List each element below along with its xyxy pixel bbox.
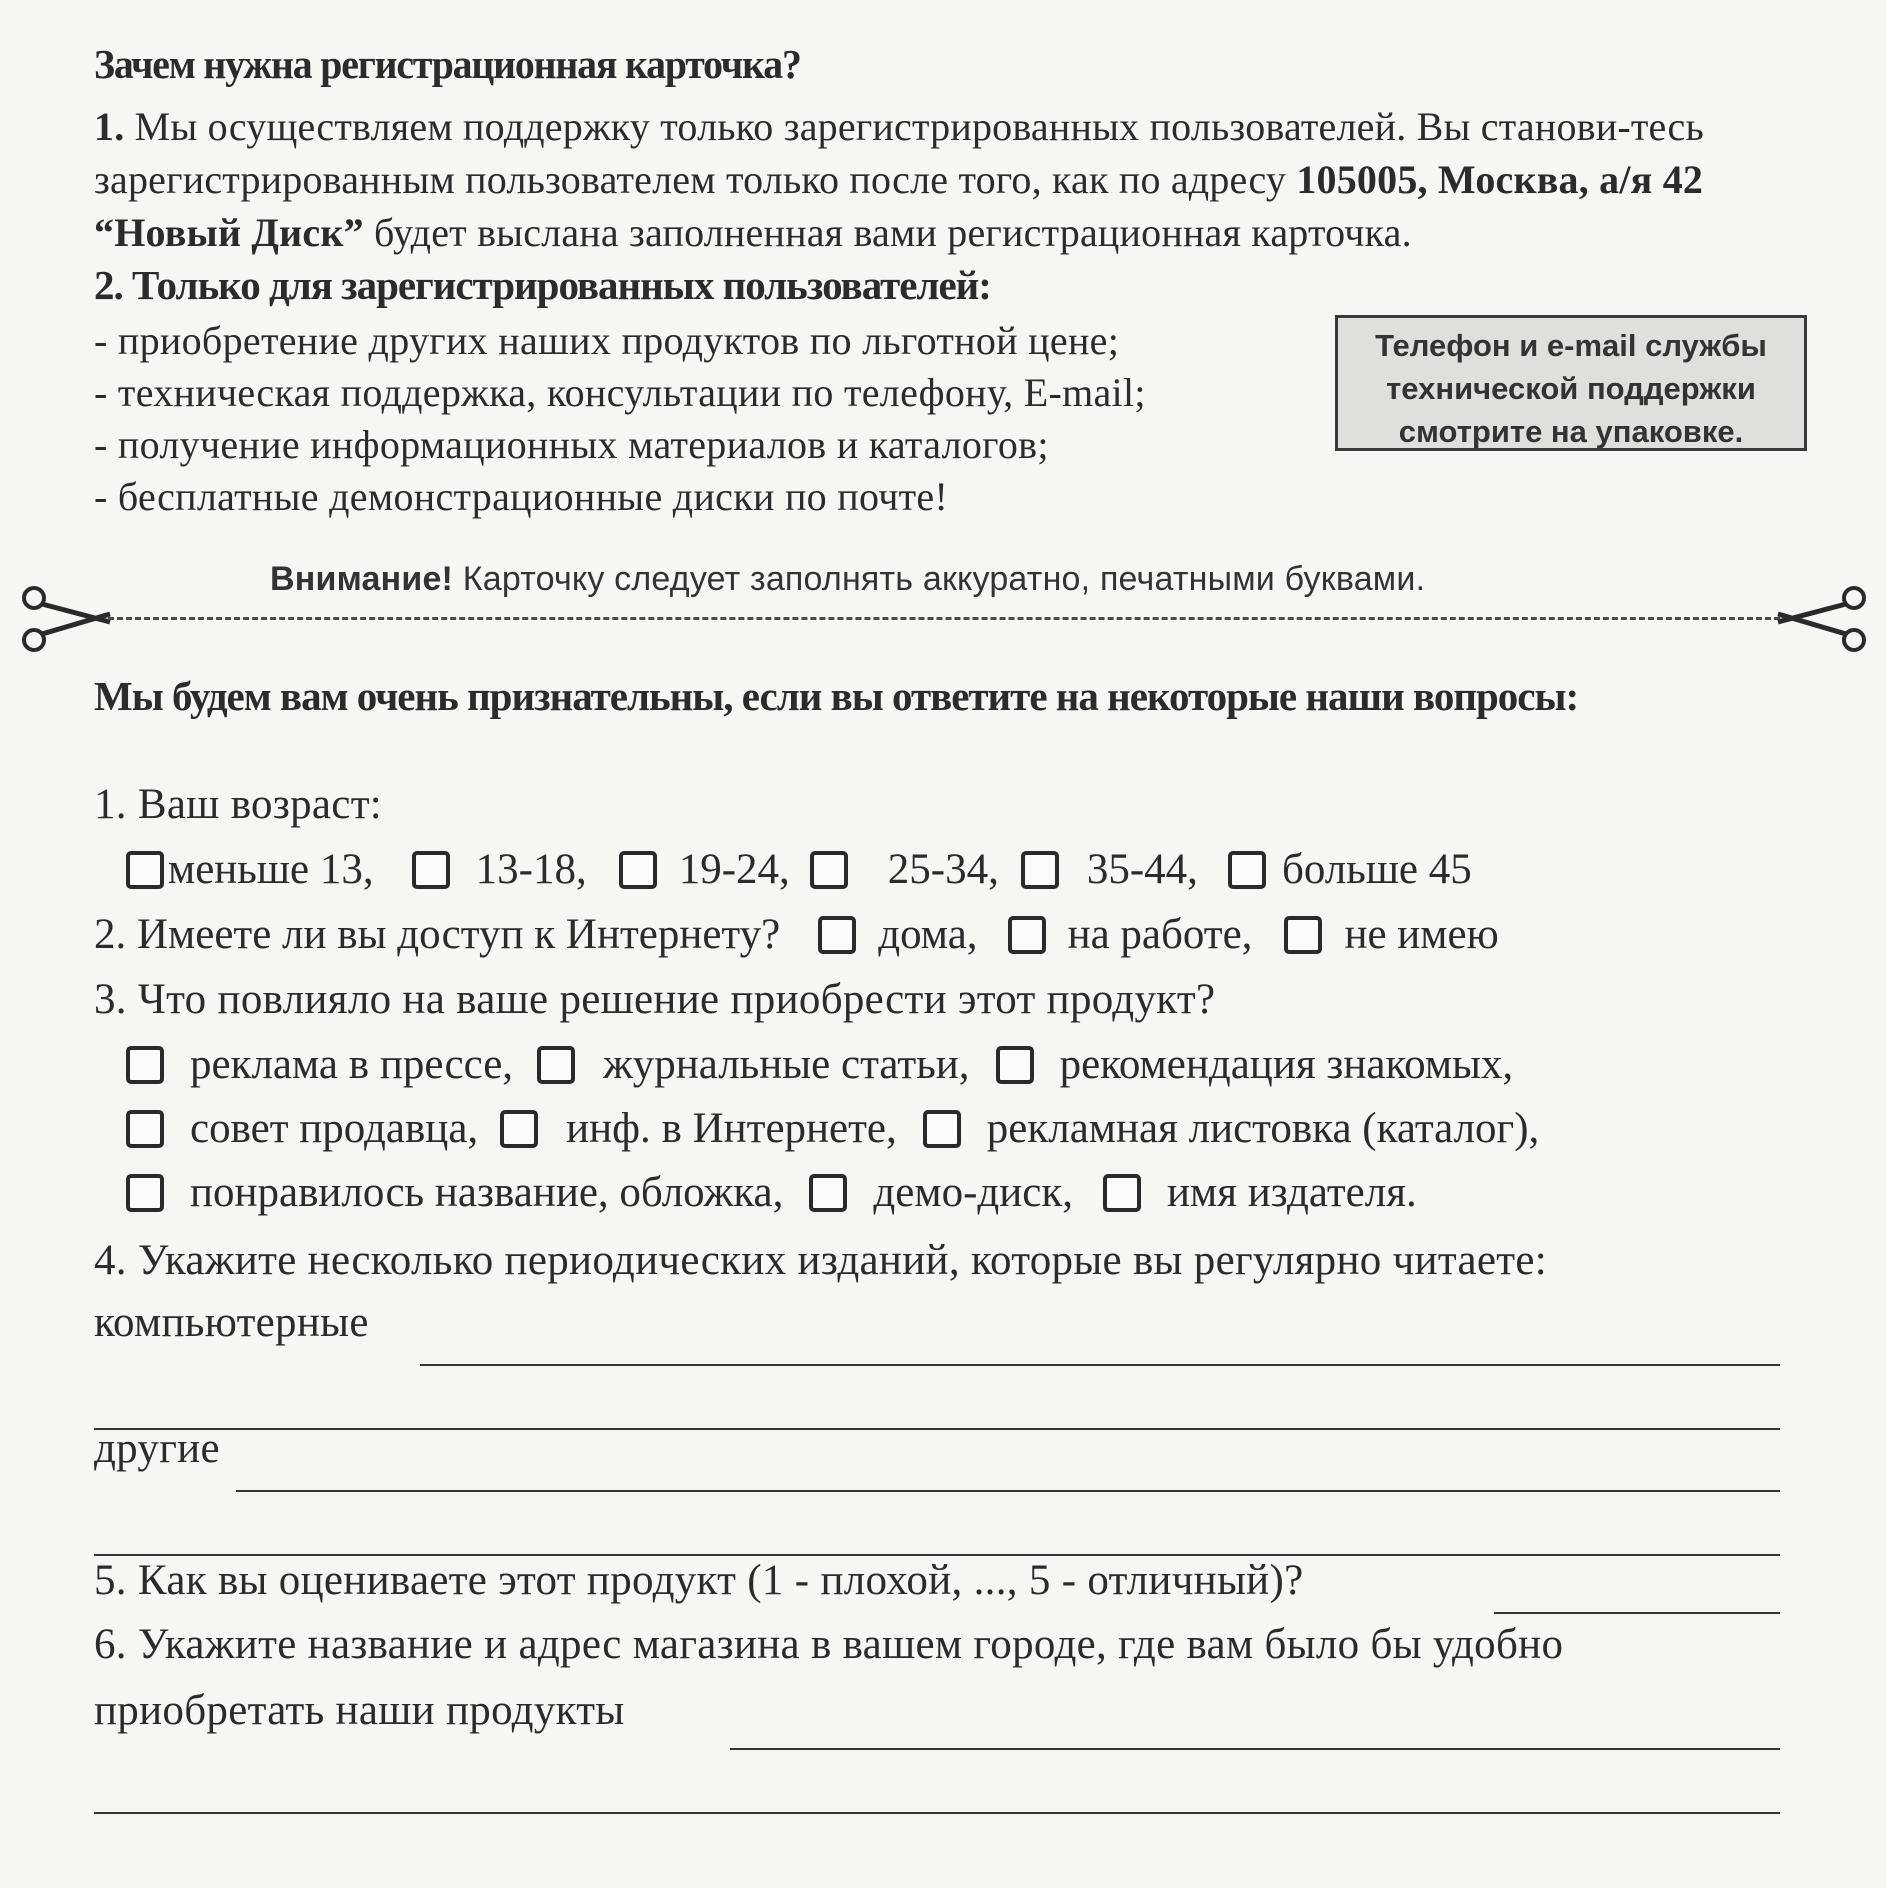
checkbox[interactable] [996,1046,1034,1084]
option-label: инф. в Интернете, [566,1105,897,1152]
q3-options-row3 [126,1168,1417,1217]
option-25-34[interactable] [810,845,999,894]
checkbox[interactable] [1284,916,1322,954]
question-5: 5. Как вы оцениваете этот продукт (1 - плохой, ..., 5 - отличный)? [94,1557,1304,1604]
checkbox[interactable] [810,851,848,889]
checkbox[interactable] [126,851,164,889]
cut-line [108,617,1780,620]
option-label: меньше 13, [168,846,374,893]
option-catalog[interactable] [923,1104,1540,1153]
option-none[interactable] [1284,910,1498,959]
option-label: имя издателя. [1167,1169,1417,1216]
checkbox[interactable] [126,1046,164,1084]
q3-options-row1 [126,1040,1513,1089]
option-label: 13-18, [475,846,587,893]
option-label: 25-34, [887,846,999,893]
option-label: 35-44, [1086,846,1198,893]
option-label: демо-диск, [873,1169,1074,1216]
benefit-item: - получение информационных материалов и каталогов; [94,422,1049,467]
benefit-item: - приобретение других наших продуктов по льготной цене; [94,318,1120,363]
survey-title: Мы будем вам очень признательны, если вы ответите на некоторые наши вопросы: [94,673,1579,719]
option-label: дома, [878,911,978,958]
option-label: журнальные статьи, [603,1041,970,1088]
benefit-item: - бесплатные демонстрационные диски по почте! [94,474,949,519]
question-1: 1. Ваш возраст: [94,781,383,828]
benefit-item: - техническая поддержка, консультации по телефону, E-mail; [94,370,1146,415]
checkbox[interactable] [1021,851,1059,889]
p1-number: 1. [94,104,125,149]
q1-options [126,845,1472,894]
checkbox[interactable] [126,1110,164,1148]
option-label: рекламная листовка (каталог), [986,1105,1540,1152]
card-title: Зачем нужна регистрационная карточка? [94,41,801,87]
computer-magazines-field[interactable] [420,1364,1780,1366]
attention-note [270,560,1425,599]
attention-label: Внимание! [270,560,454,598]
computer-magazines-field-2[interactable] [94,1428,1780,1430]
option-magazine-articles[interactable] [537,1040,970,1089]
option-19-24[interactable] [619,845,790,894]
option-label: понравилось название, обложка, [190,1169,784,1216]
scissors-icon [14,580,114,660]
support-line: Телефон и e-mail службы [1375,328,1767,363]
checkbox[interactable] [1103,1174,1141,1212]
option-label: не имею [1344,911,1499,958]
option-label: больше 45 [1281,846,1472,893]
question-4: 4. Укажите несколько периодических изданий, которые вы регулярно читаете: [94,1237,1547,1284]
paragraph-1 [94,100,1814,259]
attention-text: Карточку следует заполнять аккуратно, печатными буквами. [462,560,1426,598]
other-magazines-field[interactable] [236,1490,1780,1492]
option-under-13[interactable] [126,845,374,894]
rating-field[interactable] [1494,1612,1780,1614]
option-press-ads[interactable] [126,1040,513,1089]
support-contact-box [1335,315,1807,451]
checkbox[interactable] [923,1110,961,1148]
option-home[interactable] [818,910,977,959]
option-over-45[interactable] [1228,845,1472,894]
question-2-text: 2. Имеете ли вы доступ к Интернету? [94,911,781,958]
checkbox[interactable] [619,851,657,889]
option-recommendation[interactable] [996,1040,1514,1089]
q3-options-row2 [126,1104,1539,1153]
store-field[interactable] [730,1748,1780,1750]
scissors-icon [1774,580,1874,660]
question-2 [94,910,1499,959]
option-35-44[interactable] [1021,845,1198,894]
option-label: совет продавца, [190,1105,479,1152]
question-3: 3. Что повлияло на ваше решение приобрести этот продукт? [94,976,1216,1023]
option-name-cover[interactable] [126,1168,783,1217]
option-label: 19-24, [678,846,790,893]
p1-text-b: будет выслана заполненная вами регистрационная карточка. [373,210,1412,255]
support-line: смотрите на упаковке. [1398,414,1744,449]
option-13-18[interactable] [412,845,587,894]
checkbox[interactable] [537,1046,575,1084]
support-line: технической поддержки [1386,371,1756,406]
p1-text-a: Мы осуществляем поддержку только зарегистрированных пользователей. Вы станови-тесь зарегистрированным пользователем только после того, как по адресу [94,104,1704,202]
option-label: рекомендация знакомых, [1059,1041,1514,1088]
option-demo-disc[interactable] [809,1168,1073,1217]
checkbox[interactable] [500,1110,538,1148]
checkbox[interactable] [1228,851,1266,889]
option-seller-advice[interactable] [126,1104,478,1153]
checkbox[interactable] [412,851,450,889]
checkbox[interactable] [1008,916,1046,954]
checkbox[interactable] [809,1174,847,1212]
checkbox[interactable] [818,916,856,954]
option-label: реклама в прессе, [190,1041,514,1088]
question-6-continued: приобретать наши продукты [94,1687,625,1734]
store-field-2[interactable] [94,1812,1780,1814]
option-work[interactable] [1008,910,1253,959]
option-label: на работе, [1067,911,1253,958]
option-publisher-name[interactable] [1103,1168,1417,1217]
computer-magazines-label: компьютерные [94,1299,369,1346]
other-magazines-label: другие [94,1425,220,1472]
option-internet-info[interactable] [500,1104,897,1153]
question-6: 6. Укажите название и адрес магазина в вашем городе, где вам было бы удобно [94,1621,1564,1668]
paragraph-2-title: 2. Только для зарегистрированных пользователей: [94,262,991,308]
checkbox[interactable] [126,1174,164,1212]
p1-address: 105005, Москва, а/я 42 “Новый Диск” [94,157,1704,255]
